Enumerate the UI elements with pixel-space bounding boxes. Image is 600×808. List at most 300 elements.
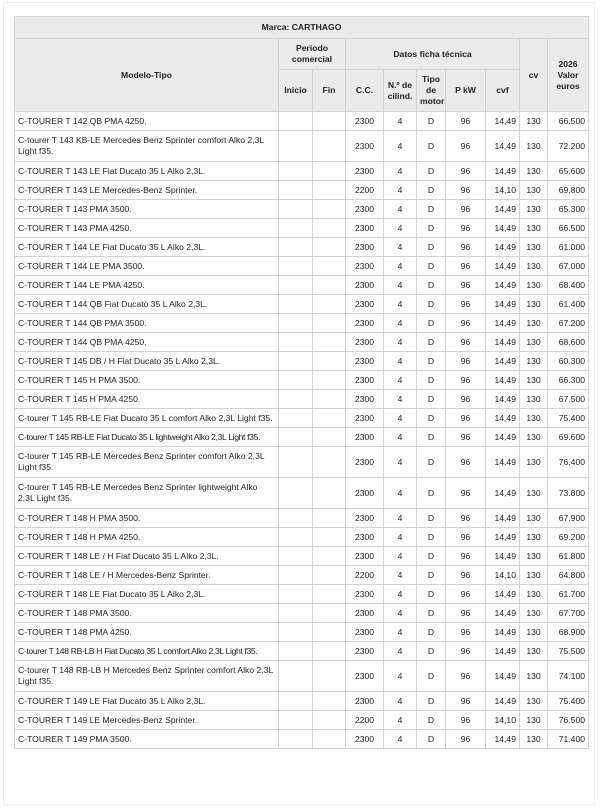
cell-cc: 2200 [346,711,384,730]
cell-inicio [279,333,313,352]
cell-cilindros: 4 [384,257,417,276]
cell-tipo-motor: D [417,162,446,181]
cell-cv: 130 [520,181,548,200]
cell-cv: 130 [520,730,548,749]
cell-fin [313,711,346,730]
cell-cc: 2300 [346,585,384,604]
cell-cvf: 14,49 [486,257,520,276]
cell-valor: 66.500 [548,219,589,238]
cell-tipo-motor: D [417,730,446,749]
cell-cvf: 14,10 [486,566,520,585]
cell-tipo-motor: D [417,478,446,509]
table-row [15,200,589,219]
cell-cilindros: 4 [384,409,417,428]
cell-pkw: 96 [446,566,486,585]
cell-cilindros: 4 [384,547,417,566]
cell-tipo-motor: D [417,200,446,219]
table-row [15,447,589,478]
cell-cvf: 14,49 [486,604,520,623]
cell-inicio [279,509,313,528]
cell-cc: 2300 [346,162,384,181]
cell-cv: 130 [520,162,548,181]
cell-inicio [279,585,313,604]
cell-cvf: 14,10 [486,181,520,200]
cell-cv: 130 [520,711,548,730]
cell-pkw: 96 [446,478,486,509]
cell-cv: 130 [520,409,548,428]
cell-tipo-motor: D [417,181,446,200]
cell-cvf: 14,49 [486,585,520,604]
cell-tipo-motor: D [417,547,446,566]
cell-modelo: C-TOURER T 148 PMA 3500. [15,604,279,623]
table-body [15,112,589,749]
cell-fin [313,257,346,276]
cell-modelo: C-TOURER T 144 LE PMA 3500. [15,257,279,276]
cell-fin [313,390,346,409]
header-cc: C.C. [346,70,384,112]
cell-modelo: C-TOURER T 143 LE Fiat Ducato 35 L Alko 2,3L. [15,162,279,181]
cell-pkw: 96 [446,257,486,276]
header-pkw: P kW [446,70,486,112]
cell-cilindros: 4 [384,219,417,238]
cell-cv: 130 [520,478,548,509]
cell-pkw: 96 [446,112,486,131]
header-valor: 2026 Valor euros [548,39,589,112]
cell-cilindros: 4 [384,566,417,585]
table-row [15,409,589,428]
cell-cilindros: 4 [384,371,417,390]
header-datos-ficha-tecnica: Datos ficha técnica [346,39,520,70]
cell-cc: 2300 [346,131,384,162]
table-row [15,162,589,181]
cell-inicio [279,642,313,661]
cell-valor: 68.600 [548,333,589,352]
table-row [15,371,589,390]
cell-modelo: C-TOURER T 143 PMA 4250. [15,219,279,238]
cell-cc: 2300 [346,730,384,749]
cell-cv: 130 [520,390,548,409]
cell-modelo: C-TOURER T 148 LE / H Mercedes-Benz Sprinter. [15,566,279,585]
cell-pkw: 96 [446,371,486,390]
cell-cilindros: 4 [384,428,417,447]
cell-fin [313,428,346,447]
table-row [15,390,589,409]
cell-pkw: 96 [446,528,486,547]
cell-cvf: 14,49 [486,238,520,257]
cell-cilindros: 4 [384,711,417,730]
cell-pkw: 96 [446,409,486,428]
cell-cilindros: 4 [384,390,417,409]
cell-cilindros: 4 [384,447,417,478]
cell-cv: 130 [520,447,548,478]
cell-pkw: 96 [446,585,486,604]
cell-fin [313,333,346,352]
cell-pkw: 96 [446,219,486,238]
cell-valor: 73.800 [548,478,589,509]
cell-cv: 130 [520,112,548,131]
cell-cc: 2300 [346,604,384,623]
cell-cvf: 14,49 [486,333,520,352]
cell-cc: 2300 [346,661,384,692]
cell-tipo-motor: D [417,661,446,692]
cell-cc: 2300 [346,623,384,642]
cell-cvf: 14,49 [486,200,520,219]
cell-cvf: 14,49 [486,730,520,749]
cell-cvf: 14,49 [486,447,520,478]
table-row [15,112,589,131]
cell-valor: 61.800 [548,547,589,566]
cell-cc: 2300 [346,371,384,390]
cell-valor: 64.800 [548,566,589,585]
cell-modelo: C-tourer T 148 RB-LB H Fiat Ducato 35 L comfort Alko 2,3L Light f35. [15,642,279,661]
cell-inicio [279,566,313,585]
table-row [15,528,589,547]
cell-fin [313,409,346,428]
cell-cilindros: 4 [384,131,417,162]
cell-cv: 130 [520,219,548,238]
cell-cilindros: 4 [384,478,417,509]
cell-fin [313,314,346,333]
table-row [15,642,589,661]
cell-modelo: C-TOURER T 142 QB PMA 4250. [15,112,279,131]
cell-valor: 67.700 [548,604,589,623]
table-row [15,219,589,238]
table-row [15,478,589,509]
header-periodo-comercial: Periodo comercial [279,39,346,70]
cell-cilindros: 4 [384,314,417,333]
table-row [15,692,589,711]
cell-tipo-motor: D [417,238,446,257]
cell-cvf: 14,49 [486,295,520,314]
table-row [15,623,589,642]
cell-pkw: 96 [446,623,486,642]
cell-valor: 69.200 [548,528,589,547]
cell-cc: 2300 [346,333,384,352]
cell-pkw: 96 [446,642,486,661]
cell-cc: 2300 [346,295,384,314]
cell-inicio [279,276,313,295]
table-row [15,566,589,585]
cell-cv: 130 [520,352,548,371]
header-fin: Fin [313,70,346,112]
cell-valor: 74.100 [548,661,589,692]
cell-inicio [279,711,313,730]
cell-cvf: 14,49 [486,371,520,390]
cell-cvf: 14,49 [486,409,520,428]
header-modelo-tipo: Modelo-Tipo [15,39,279,112]
cell-inicio [279,428,313,447]
cell-fin [313,131,346,162]
cell-cv: 130 [520,333,548,352]
cell-valor: 66.500 [548,112,589,131]
cell-cc: 2300 [346,112,384,131]
cell-cilindros: 4 [384,642,417,661]
cell-tipo-motor: D [417,390,446,409]
cell-cc: 2300 [346,642,384,661]
cell-cilindros: 4 [384,200,417,219]
cell-inicio [279,219,313,238]
cell-modelo: C-TOURER T 143 PMA 3500. [15,200,279,219]
price-table [14,16,589,749]
cell-modelo: C-TOURER T 148 PMA 4250. [15,623,279,642]
cell-valor: 75.500 [548,642,589,661]
cell-valor: 72.200 [548,131,589,162]
cell-pkw: 96 [446,730,486,749]
cell-cv: 130 [520,585,548,604]
cell-modelo: C-TOURER T 145 DB / H Fiat Ducato 35 L Alko 2,3L. [15,352,279,371]
cell-fin [313,528,346,547]
cell-inicio [279,200,313,219]
cell-cilindros: 4 [384,730,417,749]
cell-cvf: 14,49 [486,112,520,131]
cell-fin [313,181,346,200]
cell-cc: 2300 [346,409,384,428]
cell-fin [313,162,346,181]
cell-cilindros: 4 [384,528,417,547]
cell-pkw: 96 [446,181,486,200]
table-row [15,238,589,257]
cell-pkw: 96 [446,509,486,528]
cell-tipo-motor: D [417,428,446,447]
cell-cilindros: 4 [384,585,417,604]
cell-tipo-motor: D [417,295,446,314]
cell-pkw: 96 [446,131,486,162]
cell-valor: 65.300 [548,200,589,219]
cell-inicio [279,181,313,200]
cell-tipo-motor: D [417,447,446,478]
cell-cvf: 14,49 [486,623,520,642]
table-row [15,131,589,162]
cell-tipo-motor: D [417,509,446,528]
cell-pkw: 96 [446,547,486,566]
cell-cv: 130 [520,623,548,642]
cell-modelo: C-TOURER T 144 LE PMA 4250. [15,276,279,295]
cell-pkw: 96 [446,390,486,409]
cell-cvf: 14,49 [486,131,520,162]
cell-modelo: C-TOURER T 148 H PMA 4250. [15,528,279,547]
cell-cc: 2300 [346,238,384,257]
cell-fin [313,112,346,131]
cell-cv: 130 [520,566,548,585]
cell-cvf: 14,49 [486,276,520,295]
cell-cilindros: 4 [384,276,417,295]
cell-cc: 2300 [346,478,384,509]
cell-valor: 68.900 [548,623,589,642]
cell-inicio [279,409,313,428]
cell-cv: 130 [520,642,548,661]
cell-cv: 130 [520,528,548,547]
cell-inicio [279,257,313,276]
cell-cilindros: 4 [384,692,417,711]
cell-valor: 66.300 [548,371,589,390]
cell-pkw: 96 [446,711,486,730]
cell-cv: 130 [520,257,548,276]
cell-tipo-motor: D [417,692,446,711]
cell-cilindros: 4 [384,333,417,352]
table-row [15,585,589,604]
cell-modelo: C-tourer T 145 RB-LE Mercedes Benz Sprinter comfort Alko 2,3L Light f35. [15,447,279,478]
cell-inicio [279,692,313,711]
cell-fin [313,642,346,661]
cell-inicio [279,352,313,371]
cell-fin [313,730,346,749]
cell-cv: 130 [520,371,548,390]
cell-cvf: 14,49 [486,428,520,447]
cell-cv: 130 [520,314,548,333]
cell-cilindros: 4 [384,112,417,131]
table-row [15,604,589,623]
header-cv: cv [520,39,548,112]
cell-fin [313,295,346,314]
cell-tipo-motor: D [417,314,446,333]
cell-modelo: C-TOURER T 145 H PMA 4250. [15,390,279,409]
cell-modelo: C-TOURER T 144 QB Fiat Ducato 35 L Alko 2,3L. [15,295,279,314]
cell-cc: 2300 [346,352,384,371]
cell-cv: 130 [520,661,548,692]
cell-cilindros: 4 [384,509,417,528]
cell-modelo: C-TOURER T 149 LE Mercedes-Benz Sprinter. [15,711,279,730]
cell-inicio [279,730,313,749]
cell-cc: 2300 [346,692,384,711]
cell-fin [313,566,346,585]
cell-tipo-motor: D [417,585,446,604]
cell-valor: 68.400 [548,276,589,295]
cell-tipo-motor: D [417,711,446,730]
cell-inicio [279,238,313,257]
table-row [15,711,589,730]
cell-pkw: 96 [446,692,486,711]
cell-fin [313,447,346,478]
cell-fin [313,692,346,711]
cell-cilindros: 4 [384,352,417,371]
cell-pkw: 96 [446,162,486,181]
cell-pkw: 96 [446,295,486,314]
cell-tipo-motor: D [417,566,446,585]
cell-inicio [279,447,313,478]
cell-cvf: 14,49 [486,352,520,371]
cell-valor: 76.400 [548,447,589,478]
cell-valor: 67.000 [548,257,589,276]
cell-modelo: C-tourer T 148 RB-LB H Mercedes Benz Sprinter comfort Alko 2,3L Light f35. [15,661,279,692]
cell-cv: 130 [520,509,548,528]
cell-modelo: C-tourer T 145 RB-LE Fiat Ducato 35 L comfort Alko 2,3L Light f35. [15,409,279,428]
cell-pkw: 96 [446,352,486,371]
cell-inicio [279,131,313,162]
cell-cc: 2300 [346,257,384,276]
cell-valor: 67.900 [548,509,589,528]
cell-valor: 61.000 [548,238,589,257]
table-row [15,181,589,200]
cell-inicio [279,547,313,566]
cell-valor: 65.600 [548,162,589,181]
cell-valor: 61.700 [548,585,589,604]
cell-inicio [279,295,313,314]
cell-fin [313,478,346,509]
cell-pkw: 96 [446,428,486,447]
cell-tipo-motor: D [417,131,446,162]
cell-modelo: C-TOURER T 144 LE Fiat Ducato 35 L Alko 2,3L. [15,238,279,257]
table-row [15,276,589,295]
cell-cc: 2300 [346,528,384,547]
table-row [15,352,589,371]
cell-pkw: 96 [446,604,486,623]
cell-cv: 130 [520,238,548,257]
header-tipo-motor: Tipo de motor [417,70,446,112]
cell-cvf: 14,49 [486,528,520,547]
cell-inicio [279,604,313,623]
cell-fin [313,585,346,604]
cell-modelo: C-TOURER T 144 QB PMA 4250. [15,333,279,352]
cell-cv: 130 [520,295,548,314]
cell-cilindros: 4 [384,604,417,623]
cell-modelo: C-TOURER T 148 LE / H Fiat Ducato 35 L Alko 2,3L. [15,547,279,566]
cell-valor: 71.400 [548,730,589,749]
cell-cvf: 14,49 [486,314,520,333]
cell-cc: 2200 [346,181,384,200]
header-cilindros: N.º de cilind. [384,70,417,112]
cell-fin [313,623,346,642]
cell-valor: 67.200 [548,314,589,333]
cell-modelo: C-TOURER T 149 PMA 3500. [15,730,279,749]
brand-header: Marca: CARTHAGO [15,17,589,39]
table-row [15,428,589,447]
header-cvf: cvf [486,70,520,112]
cell-cvf: 14,49 [486,547,520,566]
cell-valor: 60.300 [548,352,589,371]
cell-valor: 69.600 [548,428,589,447]
cell-pkw: 96 [446,333,486,352]
cell-tipo-motor: D [417,623,446,642]
cell-fin [313,238,346,257]
table-row [15,333,589,352]
cell-cilindros: 4 [384,162,417,181]
cell-cc: 2300 [346,314,384,333]
cell-tipo-motor: D [417,528,446,547]
cell-inicio [279,314,313,333]
table-row [15,509,589,528]
cell-cvf: 14,49 [486,692,520,711]
cell-modelo: C-tourer T 145 RB-LE Mercedes Benz Sprinter lightweight Alko 2,3L Light f35. [15,478,279,509]
cell-pkw: 96 [446,200,486,219]
cell-pkw: 96 [446,661,486,692]
cell-cilindros: 4 [384,295,417,314]
cell-cvf: 14,49 [486,642,520,661]
table-row [15,314,589,333]
cell-modelo: C-tourer T 145 RB-LE Fiat Ducato 35 L lightweight Alko 2,3L Light f35. [15,428,279,447]
cell-inicio [279,371,313,390]
cell-valor: 61.400 [548,295,589,314]
cell-inicio [279,528,313,547]
cell-inicio [279,623,313,642]
cell-modelo: C-TOURER T 144 QB PMA 3500. [15,314,279,333]
cell-cc: 2300 [346,547,384,566]
cell-valor: 75.400 [548,409,589,428]
cell-valor: 75.400 [548,692,589,711]
table-row [15,730,589,749]
cell-cc: 2200 [346,566,384,585]
cell-fin [313,200,346,219]
table-row [15,661,589,692]
cell-valor: 76.500 [548,711,589,730]
cell-modelo: C-TOURER T 148 H PMA 3500. [15,509,279,528]
cell-cilindros: 4 [384,181,417,200]
cell-cvf: 14,49 [486,390,520,409]
cell-cc: 2300 [346,447,384,478]
cell-tipo-motor: D [417,604,446,623]
cell-cv: 130 [520,131,548,162]
cell-inicio [279,112,313,131]
cell-inicio [279,162,313,181]
